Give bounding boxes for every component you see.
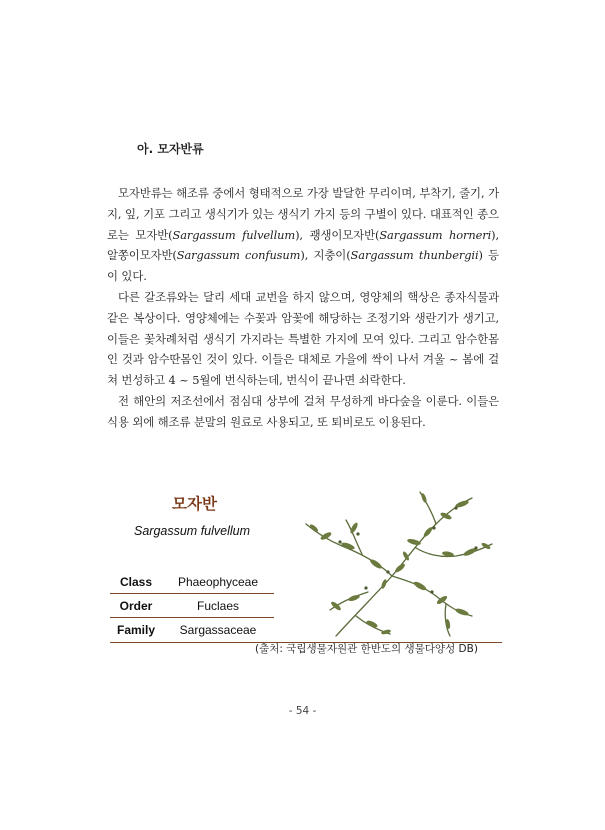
species-name-confusum: Sargassum confusum [176, 248, 301, 263]
species-name-fulvellum: Sargassum fulvellum [172, 227, 296, 242]
paragraph-1 [107, 183, 499, 287]
taxonomy-key: Class [119, 574, 153, 589]
paragraph-1-text-c: ), 괭생이모자반( [295, 227, 380, 242]
species-name-thunbergii: Sargassum thunbergii [350, 248, 479, 263]
paragraph-1-text-a: 모자반류는 해조류 중에서 형태적으로 가장 발달한 무리이며, 부착기, 줄기, 가지, 잎, 기포 그리고 생식기가 있는 생식기 가지 등의 구별이 있다. 대표적인 종으로는 모자반( [107, 186, 499, 242]
taxonomy-key: Order [119, 598, 153, 613]
body-text [107, 183, 499, 433]
species-latin-name: Sargassum fulvellum [134, 524, 251, 538]
species-korean-name: 모자반 [172, 495, 217, 513]
page-number: - 54 - [288, 705, 317, 717]
taxonomy-row-class [110, 570, 274, 594]
paragraph-1-text-i: ) 등이 있다. [107, 248, 499, 284]
taxonomy-value: Phaeophyceae [177, 574, 259, 589]
image-source-caption: (출처: 국립생물자원관 한반도의 생물다양성 DB) [255, 643, 478, 655]
species-name-horneri: Sargassum horneri [379, 227, 492, 242]
section-heading: 아. 모자반류 [137, 142, 204, 156]
taxonomy-value: Sargassaceae [179, 622, 257, 637]
taxonomy-table [110, 570, 274, 641]
taxonomy-key: Family [116, 622, 155, 637]
paragraph-1-text-g: ), 지충이( [300, 248, 351, 263]
paragraph-2: 다른 갈조류와는 달리 세대 교번을 하지 않으며, 영양체의 핵상은 종자식물과 같은 복상이다. 영양체에는 수꽃과 암꽃에 해당하는 조정기와 생란기가 생기고, 이들은 꽃차례처럼 생식기 가지라는 특별한 가지에 모여 있다. 그리고 암수한몸인 것과 암수딴몸인 것이 있다. 이들은 대체로 가을에 싹이 나서 겨울 ~ 봄에 걸쳐 번성하고 4 ~ 5월에 번식하는데, 번식이 끝나면 쇠락한다. [107, 289, 499, 388]
paragraph-1-text-e: ), 알쫑이모자반( [107, 227, 499, 263]
taxonomy-row-order [110, 594, 274, 618]
taxonomy-row-family [110, 618, 274, 641]
paragraph-3: 전 해안의 저조선에서 점심대 상부에 걸쳐 무성하게 바다숲을 이룬다. 이들은 식용 외에 해조류 분말의 원료로 사용되고, 또 퇴비로도 이용된다. [107, 393, 499, 429]
seaweed-specimen-image [296, 484, 496, 642]
taxonomy-value: Fuclaes [196, 598, 240, 613]
